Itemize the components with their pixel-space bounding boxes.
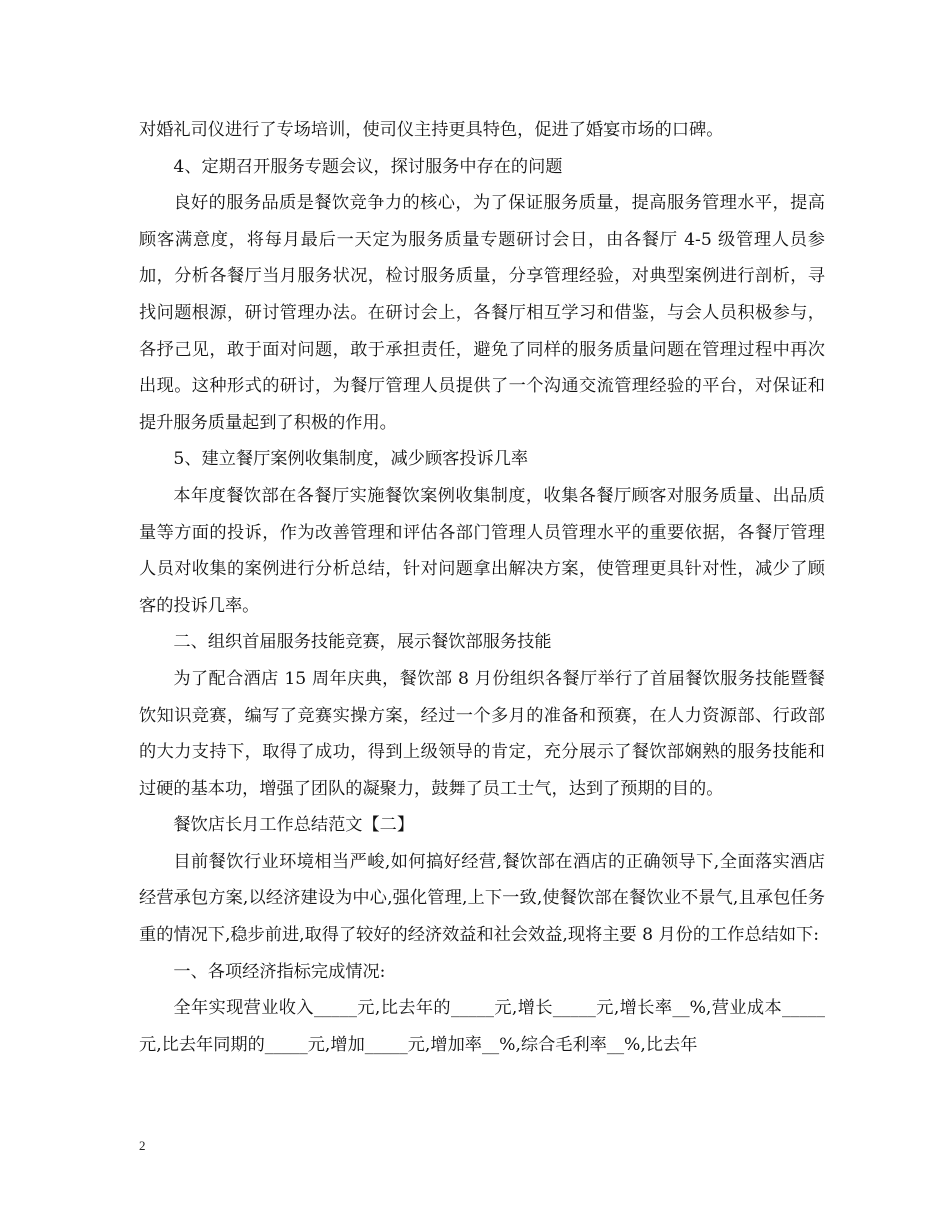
section-heading-4: 4、定期召开服务专题会议，探讨服务中存在的问题 (173, 156, 563, 177)
section-heading-5: 5、建立餐厅案例收集制度，减少顾客投诉几率 (173, 449, 529, 470)
article-title-2: 餐饮店长月工作总结范文【二】 (173, 815, 415, 836)
paragraph-continuation: 对婚礼司仪进行了专场培训，使司仪主持更具特色，促进了婚宴市场的口碑。 (139, 120, 724, 140)
paragraph-introduction: 目前餐饮行业环境相当严峻,如何搞好经营,餐饮部在酒店的正确领导下,全面落实酒店经营承包方案,以经济建设为中心,强化管理,上下一致,使餐饮部在餐饮业不景气,且承包任务重的情况下,稳步前进,取得了较好的经济效益和社会效益,现将主要 8 月份的工作总结如下: (139, 851, 825, 946)
section-heading-economic-indicators: 一、各项经济指标完成情况: (173, 961, 386, 982)
page-number: 2 (139, 1138, 146, 1153)
paragraph-case-collection: 本年度餐饮部在各餐厅实施餐饮案例收集制度，收集各餐厅顾客对服务质量、出品质量等方面的投诉，作为改善管理和评估各部门管理人员管理水平的重要依据，各餐厅管理人员对收集的案例进行分析总结，针对问题拿出解决方案，使管理更具针对性，减少了顾客的投诉几率。 (139, 485, 825, 616)
document-body (139, 112, 825, 1063)
section-heading-2: 二、组织首届服务技能竞赛，展示餐饮部服务技能 (173, 632, 552, 653)
paragraph-revenue-figures: 全年实现营业收入_____元,比去年的_____元,增长_____元,增长率__%,营业成本_____元,比去年同期的_____元,增加_____元,增加率__%,综合毛利率__%,比去年 (139, 998, 825, 1055)
paragraph-service-quality: 良好的服务品质是餐饮竞争力的核心，为了保证服务质量，提高服务管理水平，提高顾客满意度，将每月最后一天定为服务质量专题研讨会日，由各餐厅 4-5 级管理人员参加，分析各餐厅当月服务状况，检讨服务质量，分享管理经验，对典型案例进行剖析，寻找问题根源，研讨管理办法。在研讨会上，各餐厅相互学习和借鉴，与会人员积极参与，各抒己见，敢于面对问题，敢于承担责任，避免了同样的服务质量问题在管理过程中再次出现。这种形式的研讨，为餐厅管理人员提供了一个沟通交流管理经验的平台，对保证和提升服务质量起到了积极的作用。 (139, 193, 825, 433)
paragraph-skill-competition: 为了配合酒店 15 周年庆典，餐饮部 8 月份组织各餐厅举行了首届餐饮服务技能暨餐饮知识竞赛，编写了竞赛实操方案，经过一个多月的准备和预赛，在人力资源部、行政部的大力支持下，取得了成功，得到上级领导的肯定，充分展示了餐饮部娴熟的服务技能和过硬的基本功，增强了团队的凝聚力，鼓舞了员工士气，达到了预期的目的。 (139, 668, 825, 799)
